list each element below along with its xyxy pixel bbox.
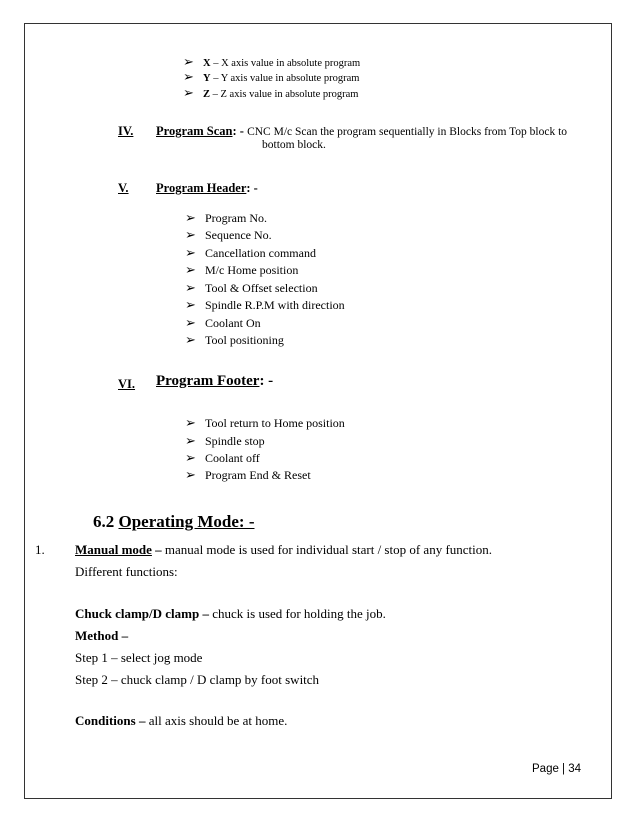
method-label: Method – [75,628,129,643]
axis-item-y [183,70,359,85]
section-heading [93,512,254,532]
list-item-label: Coolant On [205,316,261,330]
list-item-label: Tool return to Home position [205,416,345,430]
list-item-label: Sequence No. [205,228,272,242]
section-iv-text-cont: bottom block. [262,139,326,151]
step-1: Step 1 – select jog mode [75,650,203,665]
axis-key: Z [203,89,211,100]
list-item [185,211,267,226]
section-vi-heading [156,373,273,390]
heading-number: 6.2 [93,512,119,531]
axis-desc: – X axis value in absolute program [210,58,361,69]
chuck-clamp-line [75,606,386,622]
list-item-label: Coolant off [205,451,260,465]
section-v-sep: : - [246,181,258,195]
arrow-bullet-icon: ➢ [183,55,194,70]
conditions-line [75,713,287,729]
heading-title: Operating Mode: - [118,512,255,531]
section-iv-numeral: IV. [118,124,134,138]
chuck-clamp-label: Chuck clamp/D clamp – [75,606,209,621]
arrow-bullet-icon: ➢ [185,211,196,226]
list-item [185,281,318,296]
section-iv-title: Program Scan [156,124,233,138]
section-vi-sep: : - [259,373,274,389]
arrow-bullet-icon: ➢ [185,434,196,449]
list-item [185,246,316,261]
list-item-label: Spindle stop [205,434,265,448]
arrow-bullet-icon: ➢ [183,86,194,101]
axis-desc: – Y axis value in absolute program [210,73,360,84]
step-2: Step 2 – chuck clamp / D clamp by foot switch [75,672,320,687]
list-item-label: Spindle R.P.M with direction [205,298,345,312]
list-item [185,228,272,243]
manual-mode-index: 1. [35,542,45,557]
arrow-bullet-icon: ➢ [185,451,196,466]
arrow-bullet-icon: ➢ [183,70,194,85]
section-v-heading [156,181,258,196]
manual-mode-line [75,542,492,558]
page-number: Page | 34 [532,763,582,775]
section-iv-text: CNC M/c Scan the program sequentially in Blocks from Top block to [247,126,568,138]
section-v-title: Program Header [156,181,247,195]
conditions-label: Conditions – [75,713,146,728]
list-item-label: Program End & Reset [205,468,311,482]
arrow-bullet-icon: ➢ [185,416,196,431]
list-item-label: Program No. [205,211,267,225]
list-item-label: M/c Home position [205,263,299,277]
list-item-label: Tool & Offset selection [205,281,318,295]
manual-mode-label: Manual mode [75,542,152,557]
arrow-bullet-icon: ➢ [185,333,196,348]
arrow-bullet-icon: ➢ [185,228,196,243]
list-item [185,468,311,483]
section-vi-title: Program Footer [156,373,260,389]
list-item [185,298,345,313]
list-item [185,451,260,466]
list-item-label: Tool positioning [205,333,284,347]
section-iv-sep: : - [232,124,248,138]
list-item [185,416,345,431]
arrow-bullet-icon: ➢ [185,298,196,313]
manual-mode-dash: – [151,542,165,557]
section-v-numeral: V. [118,181,129,195]
chuck-clamp-text: chuck is used for holding the job. [208,606,386,621]
list-item [185,434,265,449]
axis-item-x [183,55,360,70]
axis-key: X [203,58,211,69]
arrow-bullet-icon: ➢ [185,246,196,261]
list-item [185,263,298,278]
arrow-bullet-icon: ➢ [185,316,196,331]
list-item-label: Cancellation command [205,246,316,260]
axis-desc: – Z axis value in absolute program [210,89,359,100]
axis-item-z [183,86,358,101]
axis-key: Y [203,73,211,84]
arrow-bullet-icon: ➢ [185,263,196,278]
arrow-bullet-icon: ➢ [185,468,196,483]
functions-label: Different functions: [75,564,178,579]
conditions-text: all axis should be at home. [145,713,288,728]
section-iv-line1 [156,124,567,139]
manual-mode-text: manual mode is used for individual start / stop of any function. [164,542,493,557]
arrow-bullet-icon: ➢ [185,281,196,296]
list-item [185,316,261,331]
list-item [185,333,284,348]
section-vi-numeral: VI. [118,377,136,391]
